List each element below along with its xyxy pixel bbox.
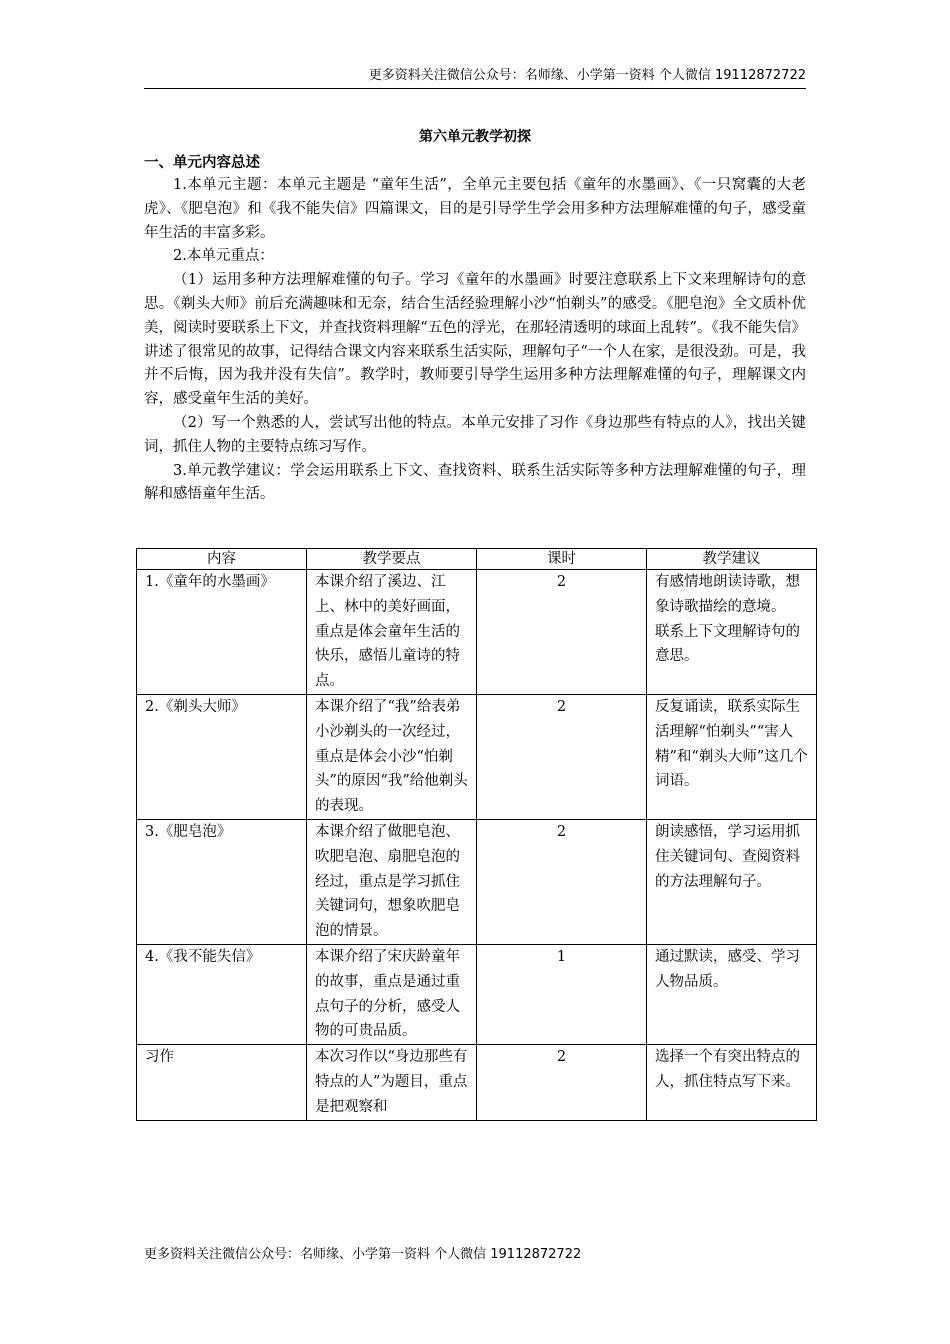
- cell-advice: 选择一个有突出特点的人，抓住特点写下来。: [647, 1045, 817, 1120]
- column-header-points: 教学要点: [307, 549, 477, 570]
- cell-points: 本次习作以“身边那些有特点的人”为题目，重点是把观察和: [307, 1045, 477, 1120]
- table-row: [137, 819, 817, 944]
- paragraph-focus-2: （2）写一个熟悉的人，尝试写出他的特点。本单元安排了习作《身边那些有特点的人》，找出关键词，抓住人物的主要特点练习写作。: [144, 414, 806, 455]
- cell-points: 本课介绍了“我”给表弟小沙剃头的一次经过，重点是体会小沙“怕剃头”的原因“我”给他剃头的表现。: [307, 694, 477, 819]
- cell-points: 本课介绍了宋庆龄童年的故事，重点是通过重点句子的分析，感受人物的可贵品质。: [307, 944, 477, 1044]
- cell-hours: 1: [477, 944, 647, 1044]
- cell-advice: 通过默读，感受、学习人物品质。: [647, 944, 817, 1044]
- cell-hours: 2: [477, 1045, 647, 1120]
- cell-content: 1.《童年的水墨画》: [137, 570, 307, 695]
- paragraph-focus-1: （1）运用多种方法理解难懂的句子。学习《童年的水墨画》时要注意联系上下文来理解诗句的意思。《剃头大师》前后充满趣味和无奈，结合生活经验理解小沙“怕剃头”的感受。《肥皂泡》全文质朴优美，阅读时要联系上下文，并查找资料理解“五色的浮光，在那轻清透明的球面上乱转”。《我不能失信》讲述了很常见的故事，记得结合课文内容来联系生活实际，理解句子“一个人在家，是很没劲。可是，我并不后悔，因为我并没有失信”。教学时，教师要引导学生运用多种方法理解难懂的句子，理解课文内容，感受童年生活的美好。: [144, 272, 806, 408]
- cell-advice-line: 联系上下文理解诗句的意思。: [655, 623, 800, 665]
- column-header-advice: 教学建议: [647, 549, 817, 570]
- cell-content: 习作: [137, 1045, 307, 1120]
- paragraph-unit-theme: 1.本单元主题：本单元主题是 “童年生活”，全单元主要包括《童年的水墨画》、《一只窝囊的大老虎》、《肥皂泡》和《我不能失信》四篇课文，目的是引导学生学会用多种方法理解难懂的句子，感受童年生活的丰富多彩。: [144, 177, 806, 241]
- lesson-table: [136, 548, 817, 1121]
- cell-hours: 2: [477, 694, 647, 819]
- cell-advice-line: 有感情地朗读诗歌，想象诗歌描绘的意境。: [655, 574, 800, 615]
- cell-advice: 朗读感悟，学习运用抓住关键词句、查阅资料的方法理解句子。: [647, 819, 817, 944]
- cell-points: 本课介绍了溪边、江上、林中的美好画面，重点是体会童年生活的快乐，感悟儿童诗的特点。: [307, 570, 477, 695]
- cell-content: 3.《肥皂泡》: [137, 819, 307, 944]
- table-row: [137, 694, 817, 819]
- paragraph-unit-focus: 2.本单元重点：: [173, 248, 274, 265]
- column-header-hours: 课时: [477, 549, 647, 570]
- table-header-row: [137, 549, 817, 570]
- cell-hours: 2: [477, 570, 647, 695]
- cell-advice: 反复诵读，联系实际生活理解“怕剃头”“害人精”和“剃头大师”这几个词语。: [647, 694, 817, 819]
- cell-content: 4.《我不能失信》: [137, 944, 307, 1044]
- header-divider: [144, 88, 806, 89]
- paragraph-teaching-advice: 3.单元教学建议：学会运用联系上下文、查找资料、联系生活实际等多种方法理解难懂的句子，理解和感悟童年生活。: [144, 462, 806, 503]
- page-footer: 更多资料关注微信公众号：名师缘、小学第一资料 个人微信 19112872722: [144, 1247, 582, 1262]
- cell-points: 本课介绍了做肥皂泡、吹肥皂泡、扇肥皂泡的经过，重点是学习抓住关键词句，想象吹肥皂泡的情景。: [307, 819, 477, 944]
- table-row: [137, 944, 817, 1044]
- cell-hours: 2: [477, 819, 647, 944]
- section-heading: 一、单元内容总述: [144, 155, 260, 171]
- cell-advice: [647, 570, 817, 695]
- page-header: 更多资料关注微信公众号：名师缘、小学第一资料 个人微信 19112872722: [368, 68, 806, 83]
- table-row: [137, 1045, 817, 1120]
- column-header-content: 内容: [137, 549, 307, 570]
- document-title: 第六单元教学初探: [419, 129, 531, 145]
- table-row: [137, 570, 817, 695]
- document-body: [144, 126, 806, 507]
- cell-content: 2.《剃头大师》: [137, 694, 307, 819]
